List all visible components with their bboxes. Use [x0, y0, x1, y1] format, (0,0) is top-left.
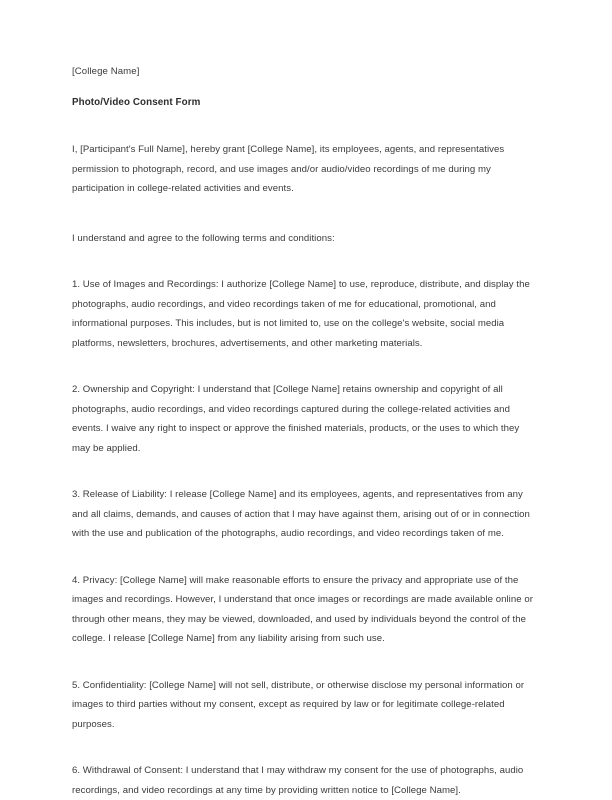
terms-lead-in: I understand and agree to the following terms and conditions: — [72, 232, 335, 244]
organization-name: [College Name] — [72, 66, 140, 77]
clause-confidentiality: 5. Confidentiality: [College Name] will not sell, distribute, or otherwise disclose my personal information or images to third parties without my consent, except as required by law or for legitimate college-related purposes. — [72, 679, 525, 730]
document-body — [72, 64, 540, 800]
document-title: Photo/Video Consent Form — [72, 97, 201, 108]
clause-withdrawal-of-consent: 6. Withdrawal of Consent: I understand that I may withdraw my consent for the use of photographs, audio recordings, and video recordings at any time by providing written notice to [College Name]. — [72, 765, 524, 796]
clause-use-of-images-and-recordings: 1. Use of Images and Recordings: I authorize [College Name] to use, reproduce, distribute, and display the photographs, audio recordings, and video recordings taken of me for educational, promotional, and informational purposes. This includes, but is not limited to, use on the college's website, social media platforms, newsletters, brochures, advertisements, and other marketing materials. — [72, 279, 530, 349]
clause-privacy: 4. Privacy: [College Name] will make reasonable efforts to ensure the privacy and appropriate use of the images and recordings. However, I understand that once images or recordings are made available online or through other means, they may be viewed, downloaded, and used by individuals beyond the control of the college. I release [College Name] from any liability arising from such use. — [72, 574, 533, 644]
intro-paragraph: I, [Participant's Full Name], hereby grant [College Name], its employees, agents, and representatives permission to photograph, record, and use images and/or audio/video recordings of me during my participation in college-related activities and events. — [72, 144, 505, 194]
clause-release-of-liability: 3. Release of Liability: I release [College Name] and its employees, agents, and representatives from any and all claims, demands, and causes of action that I may have against them, arising out of or in connection with the use and publication of the photographs, audio recordings, and video recordings taken of me. — [72, 489, 530, 539]
clause-ownership-and-copyright: 2. Ownership and Copyright: I understand that [College Name] retains ownership and copyright of all photographs, audio recordings, and video recordings captured during the college-related activities and events. I waive any right to inspect or approve the finished materials, products, or the uses to which they may be applied. — [72, 384, 520, 454]
